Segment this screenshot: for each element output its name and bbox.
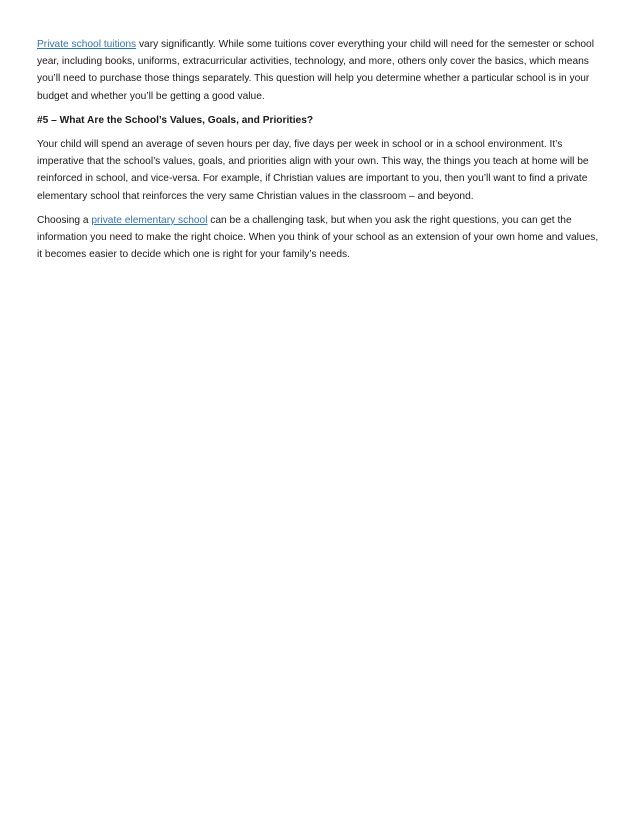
paragraph-tuitions (37, 36, 603, 105)
paragraph-tuitions-text: vary significantly. While some tuitions cover everything your child will need for the semester or school year, including books, uniforms, extracurricular activities, technology, and more, others only cover the basics, which means you’ll need to purchase those things separately. This question will help you determine whether a particular school is in your budget and whether you’ll be getting a good value. (37, 39, 594, 102)
paragraph-choosing-text-after: can be a challenging task, but when you ask the right questions, you can get the information you need to make the right choice. When you think of your school as an extension of your own home and values, it becomes easier to decide which one is right for your family’s needs. (37, 214, 599, 261)
private-school-tuitions-link[interactable]: Private school tuitions (37, 39, 137, 50)
paragraph-choosing-text-before: Choosing a (37, 214, 92, 226)
section-heading: #5 – What Are the School’s Values, Goals, and Priorities? (37, 114, 314, 126)
paragraph-values: Your child will spend an average of seven hours per day, five days per week in school or in a school environment. It’s imperative that the school’s values, goals, and priorities align with your own. This way, the things you teach at home will be reinforced in school, and vice-versa. For example, if Christian values are important to you, then you’ll want to find a private elementary school that reinforces the very same Christian values in the classroom – and beyond. (37, 139, 589, 202)
document-body (37, 36, 603, 270)
paragraph-choosing (37, 212, 603, 264)
private-elementary-school-link[interactable]: private elementary school (91, 214, 208, 226)
